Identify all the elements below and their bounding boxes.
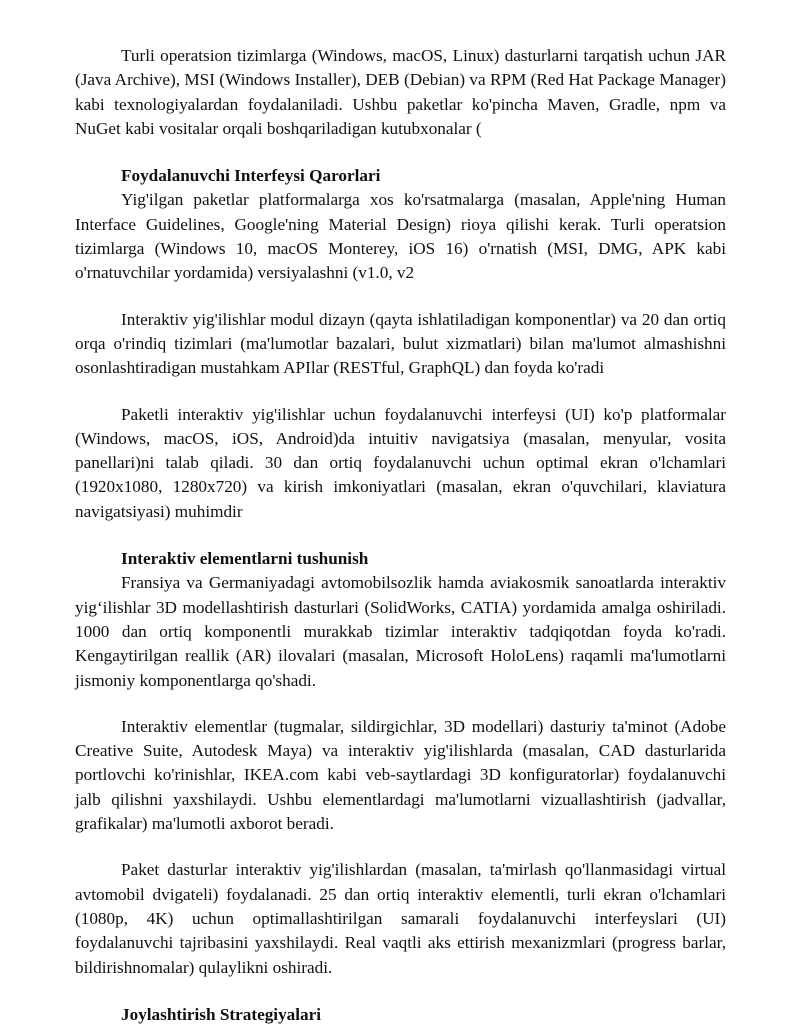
spacer (75, 286, 726, 308)
paragraph-interactive-elements: Interaktiv elementlar (tugmalar, sildirgichlar, 3D modellari) dasturiy ta'minot (Adobe Creative Suite, Autodesk Maya) va interaktiv yig'ilishlarda (masalan, CAD dasturlarida portlovchi ko'rinishlar, IKEA.com kabi veb-saytlardagi 3D konfiguratorlar) foydalanuvchi jalb qilishni yaxshilaydi. Ushbu elementlardagi ma'lumotlarni vizuallashtirish (jadvallar, grafikalar) ma'lumotli axborot beradi. (75, 716, 726, 834)
paragraph-package-software: Paket dasturlar interaktiv yig'ilishlardan (masalan, ta'mirlash qo'llanmasidagi virtual avtomobil dvigateli) foydalanadi. 25 dan ortiq interaktiv elementli, turli ekran o'lchamlari (1080p, 4K) uchun optimallashtirilgan samarali foydalanuvchi interfeyslari (UI) foydalanuvchi tajribasini yaxshilaydi. Real vaqtli aks ettirish mexanizmlari (progress barlar, bildirishnomalar) qulaylikni oshiradi. (75, 860, 726, 977)
paragraph-distribution: Turli operatsion tizimlarga (Windows, macOS, Linux) dasturlarni tarqatish uchun JAR (Java Archive), MSI (Windows Installer), DEB (Debian) va RPM (Red Hat Package Manager) kabi texnologiyalardan foydalaniladi. Ushbu paketlar ko'pincha Maven, Gradle, npm va NuGet kabi vositalar orqali boshqariladigan kutubxonalar ( (75, 46, 726, 138)
heading-interactive-elements: Interaktiv elementlarni tushunish (121, 549, 369, 569)
spacer (75, 524, 726, 547)
heading-ui-decisions: Foydalanuvchi Interfeysi Qarorlari (121, 166, 381, 186)
spacer (75, 141, 726, 164)
paragraph-ui-navigation: Paketli interaktiv yig'ilishlar uchun foydalanuvchi interfeysi (UI) ko'p platformalar (Windows, macOS, iOS, Android)da intuitiv navigatsiya (masalan, menyular, vosita panellari)ni talab qiladi. 30 dan ortiq foydalanuvchi uchun optimal ekran o'lchamlari (1920x1080, 1280x720) va kirish imkoniyatlari (masalan, ekran o'quvchilari, klaviatura navigatsiyasi) muhimdir (75, 404, 726, 521)
heading-deployment-strategies: Joylashtirish Strategiyalari (121, 1004, 322, 1024)
spacer (75, 381, 726, 403)
document-page (75, 44, 726, 1027)
spacer (75, 693, 726, 715)
spacer (75, 836, 726, 858)
paragraph-modular-design: Interaktiv yig'ilishlar modul dizayn (qayta ishlatiladigan komponentlar) va 20 dan ortiq orqa o'rindiq tizimlari (ma'lumotlar bazalari, bulut xizmatlari) bilan ma'lumot almashishni osonlashtiradigan mustahkam APIlar (RESTful, GraphQL) dan foyda ko'radi (75, 309, 726, 378)
paragraph-platform-guidelines: Yig'ilgan paketlar platformalarga xos ko'rsatmalarga (masalan, Apple'ning Human Interface Guidelines, Google'ning Material Design) rioya qilishi kerak. Turli operatsion tizimlarga (Windows 10, macOS Monterey, iOS 16) o'rnatish (MSI, DMG, APK kabi o'rnatuvchilar yordamida) versiyalashni (v1.0, v2 (75, 190, 726, 283)
paragraph-3d-modeling: Fransiya va Germaniyadagi avtomobilsozlik hamda aviakosmik sanoatlarda interaktiv yig‘ilishlar 3D modellashtirish dasturlari (SolidWorks, CATIA) yordamida amalga oshiriladi. 1000 dan ortiq komponentli murakkab tizimlar interaktiv tadqiqotdan foyda ko'radi. Kengaytirilgan reallik (AR) ilovalari (masalan, Microsoft HoloLens) raqamli ma'lumotlarni jismoniy komponentlarga qo'shadi. (75, 573, 726, 690)
spacer (75, 980, 726, 1003)
